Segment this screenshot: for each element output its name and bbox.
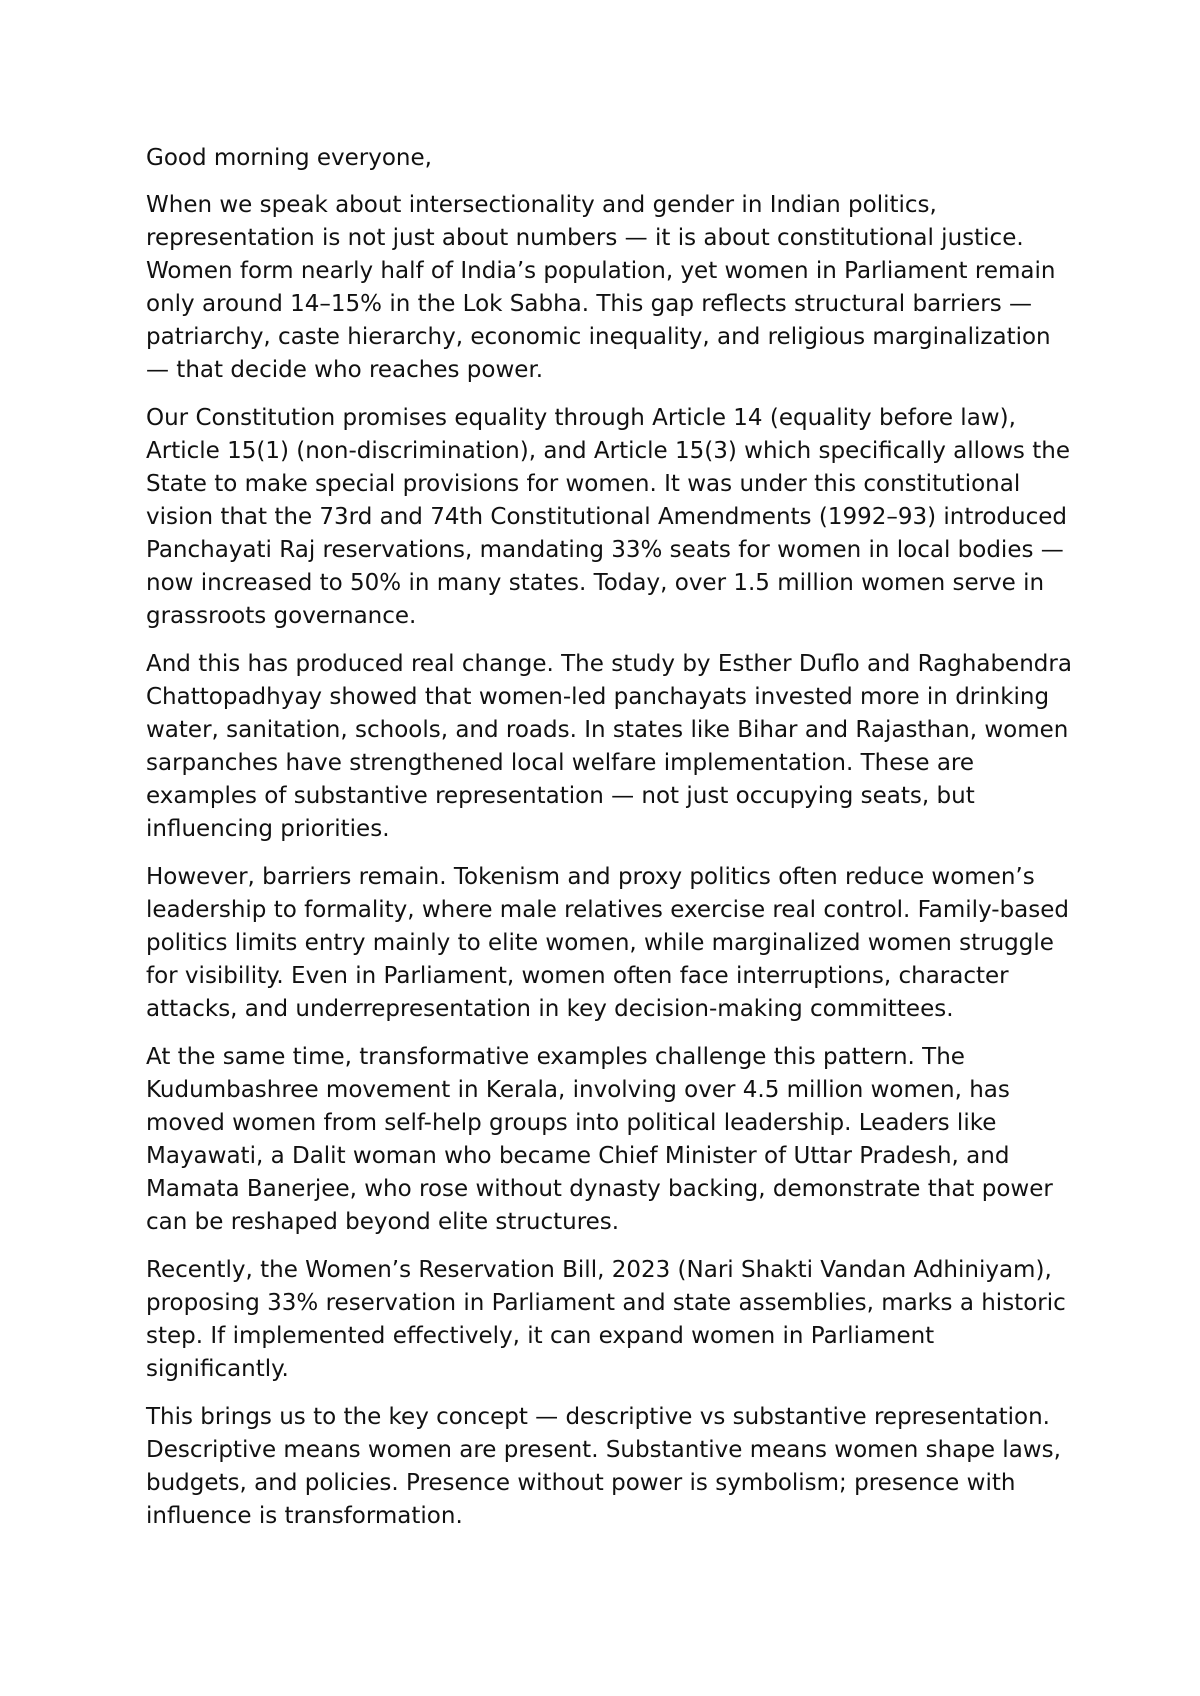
paragraph-key-concept: This brings us to the key concept — descriptive vs substantive representation. Descriptive means women are present. Substantive means women shape laws, budgets, and policies. Presence without power is symbolism; presence with influence is transformation. (146, 1404, 1061, 1529)
paragraph-transformative-examples: At the same time, transformative examples challenge this pattern. The Kudumbashree movement in Kerala, involving over 4.5 million women, has moved women from self-help groups into political leadership. Leaders like Mayawati, a Dalit woman who became Chief Minister of Uttar Pradesh, and Mamata Banerjee, who rose without dynasty backing, demonstrate that power can be reshaped beyond elite structures. (146, 1044, 1053, 1235)
greeting-line: Good morning everyone, (146, 145, 432, 171)
paragraph-reservation-bill: Recently, the Women’s Reservation Bill, 2023 (Nari Shakti Vandan Adhiniyam), proposing 33% reservation in Parliament and state assemblies, marks a historic step. If implemented effectively, it can expand women in Parliament significantly. (146, 1257, 1066, 1382)
paragraph-intersectionality: When we speak about intersectionality and gender in Indian politics, representation is not just about numbers — it is about constitutional justice. Women form nearly half of India’s population, yet women in Parliament remain only around 14–15% in the Lok Sabha. This gap reflects structural barriers — patriarchy, caste hierarchy, economic inequality, and religious marginalization — that decide who reaches power. (146, 192, 1056, 383)
document-body (146, 142, 1076, 1548)
paragraph-constitution: Our Constitution promises equality through Article 14 (equality before law), Article 15(1) (non-discrimination), and Article 15(3) which specifically allows the State to make special provisions for women. It was under this constitutional vision that the 73rd and 74th Constitutional Amendments (1992–93) introduced Panchayati Raj reservations, mandating 33% seats for women in local bodies — now increased to 50% in many states. Today, over 1.5 million women serve in grassroots governance. (146, 405, 1070, 629)
paragraph-barriers: However, barriers remain. Tokenism and proxy politics often reduce women’s leadership to formality, where male relatives exercise real control. Family-based politics limits entry mainly to elite women, while marginalized women struggle for visibility. Even in Parliament, women often face interruptions, character attacks, and underrepresentation in key decision-making committees. (146, 864, 1070, 1022)
paragraph-real-change: And this has produced real change. The study by Esther Duflo and Raghabendra Chattopadhyay showed that women-led panchayats invested more in drinking water, sanitation, schools, and roads. In states like Bihar and Rajasthan, women sarpanches have strengthened local welfare implementation. These are examples of substantive representation — not just occupying seats, but influencing priorities. (146, 651, 1072, 842)
